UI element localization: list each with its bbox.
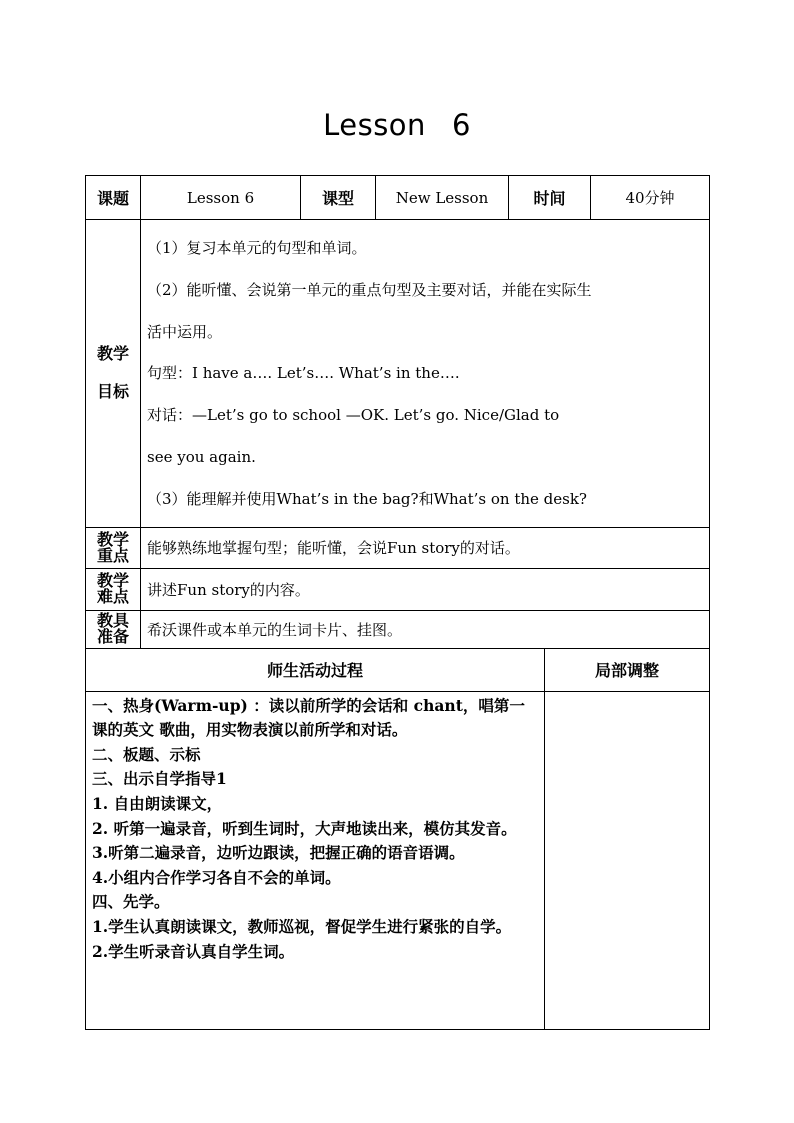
preparation-label: [86, 610, 141, 648]
time-value: 40分钟: [591, 176, 710, 220]
title-number: 6: [451, 108, 471, 142]
process-line: 四、先学。: [92, 892, 170, 912]
preparation-label-line1: 教具: [96, 611, 129, 631]
objective-line: （2）能听懂、会说第一单元的重点句型及主要对话，并能在实际生: [147, 280, 592, 299]
process-line: 一、热身(Warm-up) ：读以前所学的会话和 chant，唱第一课的英文 歌曲，用实物表演以前所学和对话。: [92, 695, 525, 740]
objective-line: 活中运用。: [147, 322, 223, 341]
page-title: [0, 108, 794, 142]
type-value: New Lesson: [376, 176, 509, 220]
objective-line: 对话：—Let’s go to school —OK. Let’s go. Nice/Glad to: [147, 406, 560, 425]
process-line: 2. 听第一遍录音，听到生词时，大声地读出来，模仿其发音。: [92, 818, 517, 838]
process-content: [86, 691, 545, 1029]
difficulties-label-line1: 教学: [96, 571, 129, 591]
objectives-label-line2: 目标: [96, 382, 129, 402]
key-points-label-line2: 重点: [96, 545, 129, 565]
difficulties-row: [86, 568, 710, 610]
process-line: 1.学生认真朗读课文，教师巡视，督促学生进行紧张的自学。: [92, 916, 512, 936]
preparation-label-line2: 准备: [96, 627, 129, 647]
process-line: 3.听第二遍录音，边听边跟读，把握正确的语音语调。: [92, 843, 465, 863]
key-points-label: [86, 527, 141, 568]
time-label: 时间: [509, 176, 591, 220]
preparation-row: [86, 610, 710, 648]
process-header-row: [86, 648, 710, 691]
process-line: 1. 自由朗读课文，: [92, 793, 223, 813]
header-row: [86, 176, 710, 220]
process-line: 三、出示自学指导1: [92, 769, 227, 789]
key-points-row: [86, 527, 710, 568]
process-line: 2.学生听录音认真自学生词。: [92, 941, 295, 961]
adjust-header: 局部调整: [545, 648, 710, 691]
objective-line: see you again.: [147, 447, 256, 466]
adjust-content: [545, 691, 710, 1029]
preparation-text: 希沃课件或本单元的生词卡片、挂图。: [141, 610, 710, 648]
objective-line: （1）复习本单元的句型和单词。: [147, 239, 367, 257]
topic-value: Lesson 6: [141, 176, 301, 220]
difficulties-label-line2: 难点: [96, 587, 129, 607]
objectives-row: [86, 220, 710, 528]
process-header: 师生活动过程: [86, 648, 545, 691]
key-points-text: 能够熟练地掌握句型；能听懂，会说Fun story的对话。: [141, 527, 710, 568]
objectives-content: [141, 220, 710, 528]
topic-label: 课题: [86, 176, 141, 220]
type-label: 课型: [301, 176, 376, 220]
objective-line: （3）能理解并使用What’s in the bag?和What’s on the desk?: [147, 489, 587, 508]
process-row: [86, 691, 710, 1029]
objectives-label: [86, 220, 141, 528]
difficulties-text: 讲述Fun story的内容。: [141, 568, 710, 610]
title-word: Lesson: [323, 108, 426, 142]
process-line: 4.小组内合作学习各自不会的单词。: [92, 867, 341, 887]
objective-line: 句型：I have a…. Let’s…. What’s in the….: [147, 364, 460, 383]
key-points-label-line1: 教学: [96, 529, 129, 549]
objectives-label-line1: 教学: [96, 344, 129, 364]
difficulties-label: [86, 568, 141, 610]
lesson-plan-table: [85, 175, 710, 1030]
process-line: 二、板题、示标: [92, 744, 201, 764]
